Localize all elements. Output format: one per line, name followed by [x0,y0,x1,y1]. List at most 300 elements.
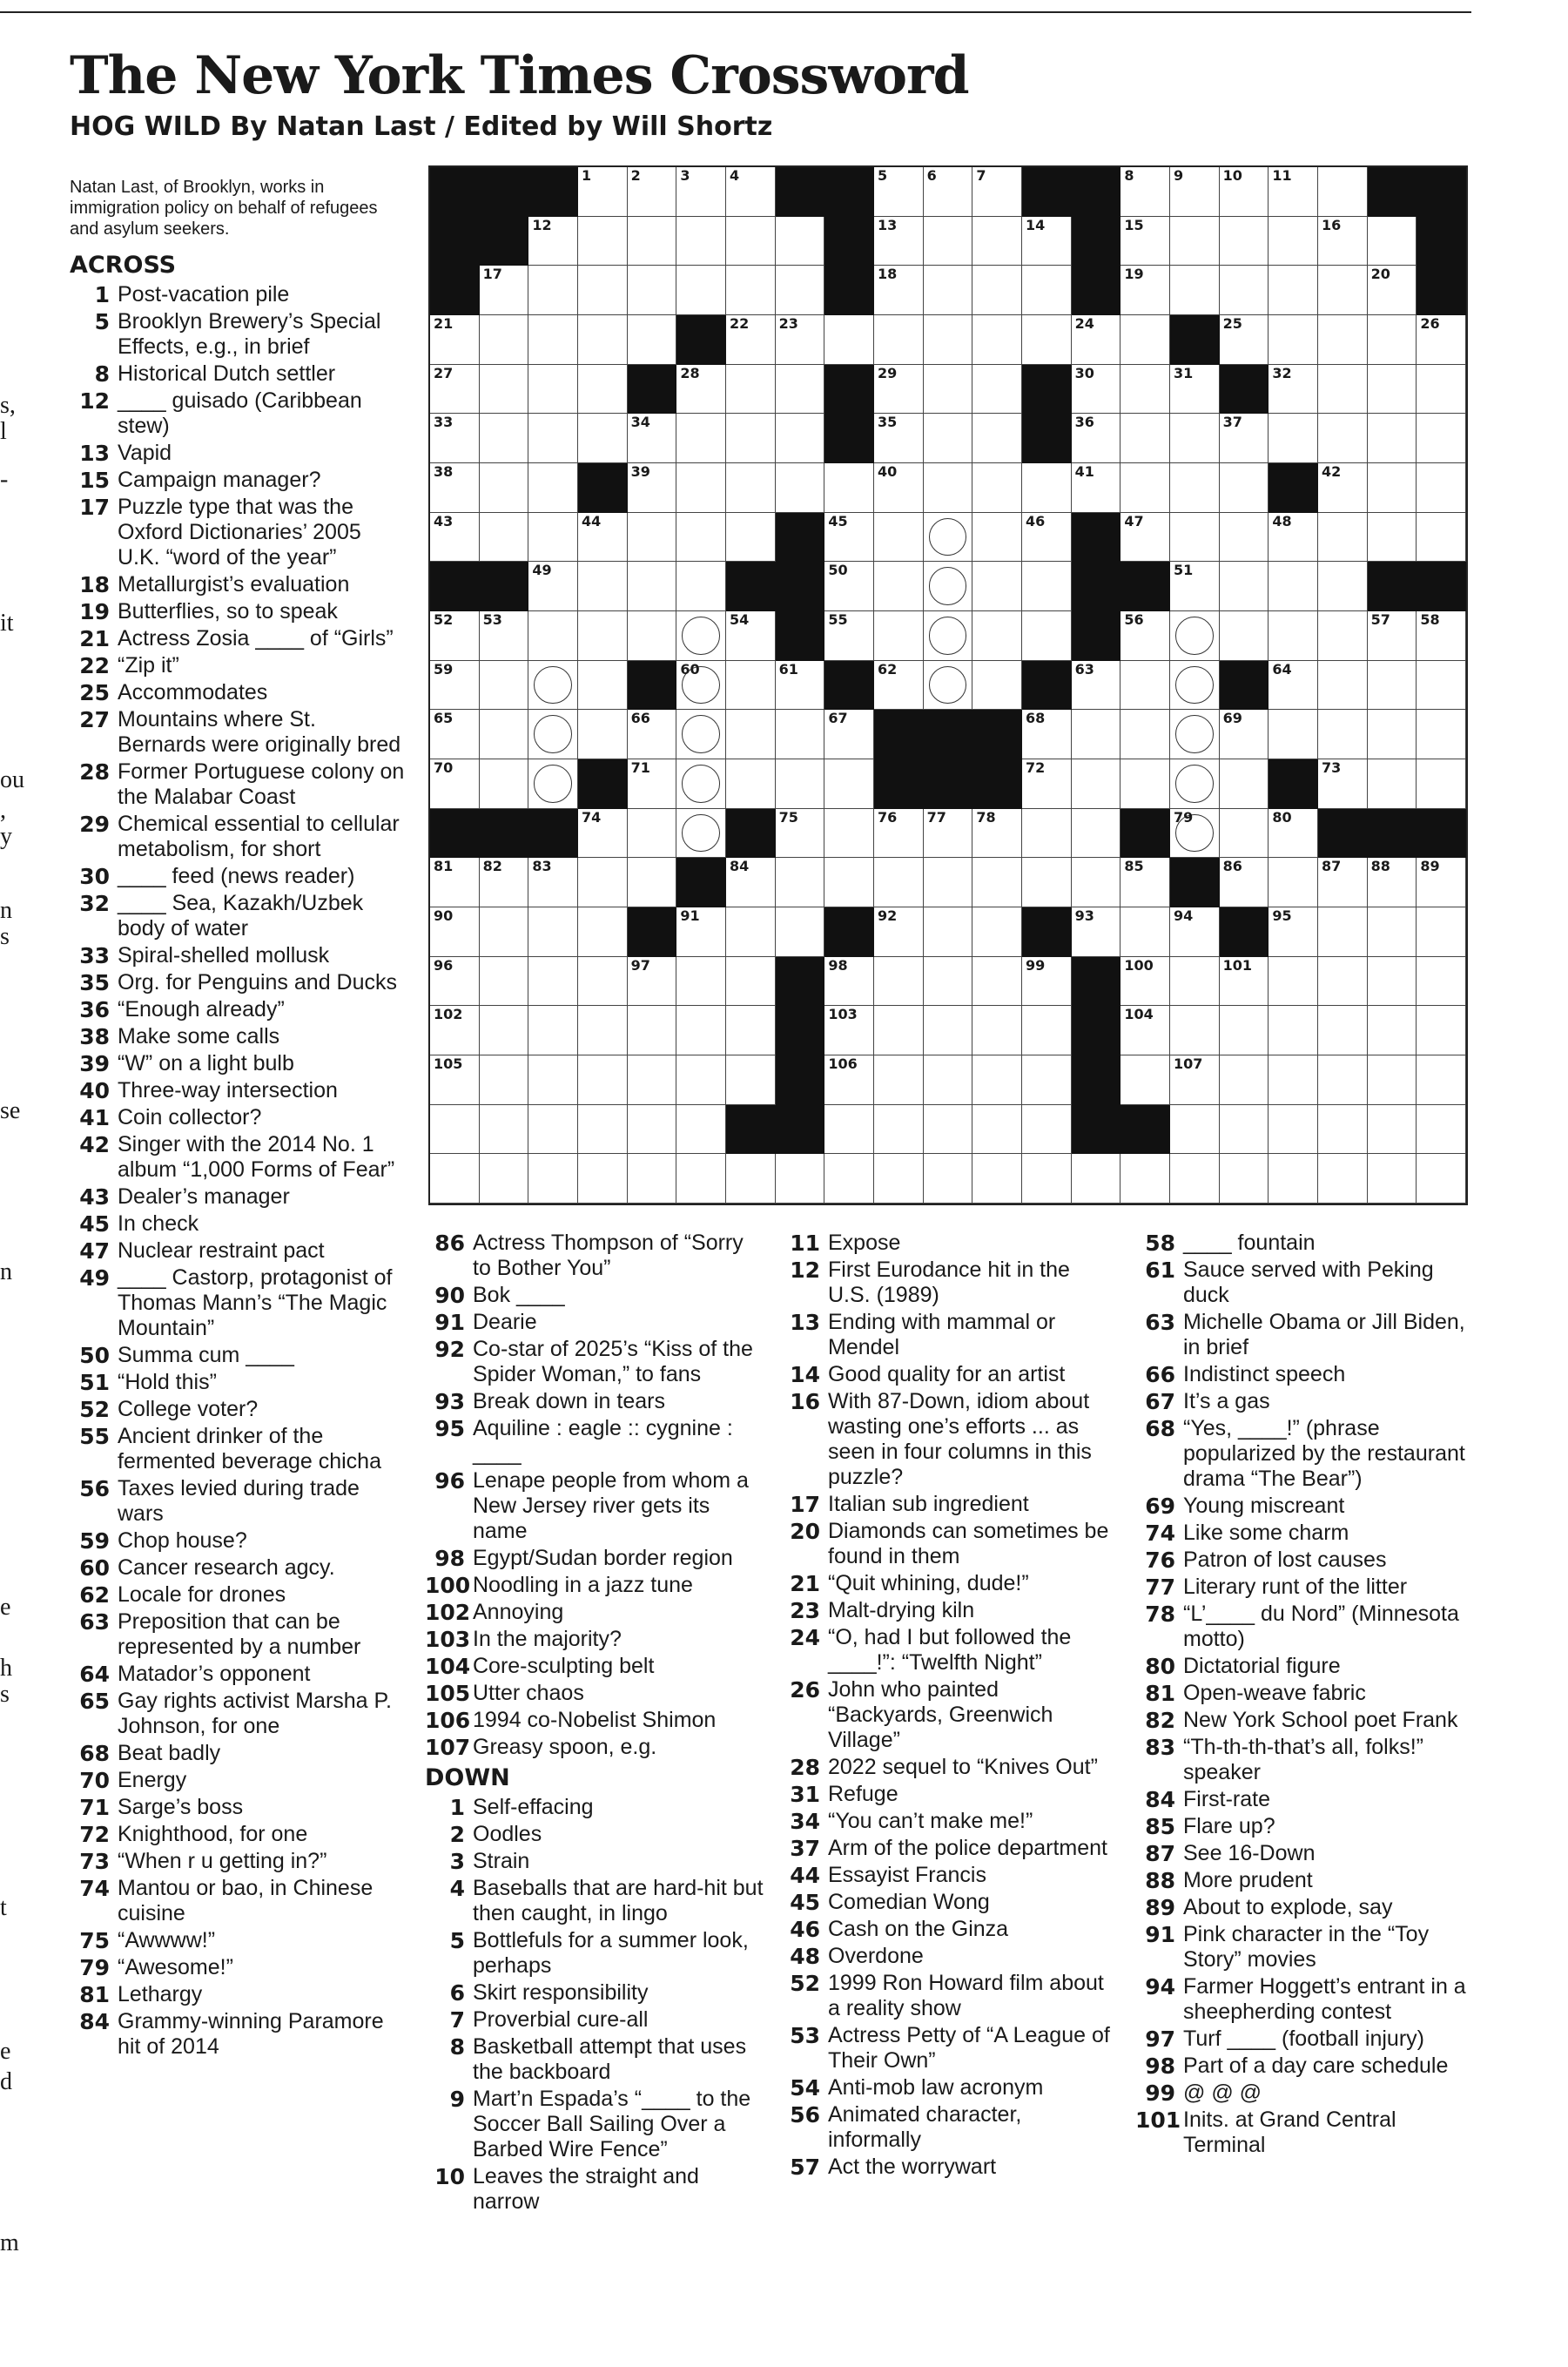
grid-cell[interactable] [972,1154,1022,1204]
grid-cell[interactable] [528,1105,578,1155]
grid-cell[interactable] [726,710,776,759]
grid-cell[interactable] [776,266,825,315]
grid-cell[interactable] [924,266,973,315]
grid-cell[interactable] [1072,661,1121,711]
grid-cell[interactable] [1022,1105,1072,1155]
grid-cell[interactable] [1220,217,1269,266]
grid-cell[interactable] [726,1055,776,1105]
grid-cell[interactable] [1220,266,1269,315]
grid-cell[interactable] [824,710,874,759]
grid-cell[interactable] [480,661,529,711]
grid-cell[interactable] [676,957,726,1007]
grid-cell[interactable] [480,1006,529,1055]
grid-cell[interactable] [578,611,628,661]
grid-cell[interactable] [1120,759,1170,809]
grid-cell[interactable] [874,266,924,315]
grid-cell[interactable] [528,315,578,365]
grid-cell[interactable] [1170,1105,1220,1155]
grid-cell[interactable] [924,661,973,711]
grid-cell[interactable] [628,167,677,217]
grid-cell[interactable] [1269,167,1318,217]
grid-cell[interactable] [1417,513,1466,563]
grid-cell[interactable] [1072,463,1121,513]
grid-cell[interactable] [1120,1055,1170,1105]
grid-cell[interactable] [924,611,973,661]
grid-cell[interactable] [578,562,628,611]
grid-cell[interactable] [578,315,628,365]
grid-cell[interactable] [972,809,1022,859]
grid-cell[interactable] [1022,611,1072,661]
grid-cell[interactable] [528,1006,578,1055]
grid-cell[interactable] [1170,414,1220,463]
grid-cell[interactable] [578,1154,628,1204]
grid-cell[interactable] [1368,1055,1417,1105]
grid-cell[interactable] [726,315,776,365]
grid-cell[interactable] [1269,661,1318,711]
grid-cell[interactable] [824,1055,874,1105]
grid-cell[interactable] [972,365,1022,415]
grid-cell[interactable] [628,463,677,513]
grid-cell[interactable] [480,907,529,957]
grid-cell[interactable] [1318,1006,1368,1055]
grid-cell[interactable] [1022,1006,1072,1055]
grid-cell[interactable] [924,463,973,513]
grid-cell[interactable] [874,809,924,859]
grid-cell[interactable] [726,957,776,1007]
grid-cell[interactable] [776,365,825,415]
grid-cell[interactable] [1170,217,1220,266]
grid-cell[interactable] [1269,1105,1318,1155]
grid-cell[interactable] [578,167,628,217]
grid-cell[interactable] [676,907,726,957]
grid-cell[interactable] [924,809,973,859]
grid-cell[interactable] [480,365,529,415]
grid-cell[interactable] [726,365,776,415]
grid-cell[interactable] [1269,315,1318,365]
grid-cell[interactable] [824,463,874,513]
grid-cell[interactable] [1417,463,1466,513]
grid-cell[interactable] [874,1006,924,1055]
grid-cell[interactable] [1072,315,1121,365]
grid-cell[interactable] [676,562,726,611]
grid-cell[interactable] [430,1105,480,1155]
grid-cell[interactable] [1072,907,1121,957]
grid-cell[interactable] [1022,759,1072,809]
grid-cell[interactable] [1120,1154,1170,1204]
grid-cell[interactable] [1170,759,1220,809]
grid-cell[interactable] [1120,414,1170,463]
grid-cell[interactable] [430,611,480,661]
grid-cell[interactable] [430,907,480,957]
grid-cell[interactable] [1120,1006,1170,1055]
grid-cell[interactable] [1220,710,1269,759]
grid-cell[interactable] [1269,957,1318,1007]
grid-cell[interactable] [776,710,825,759]
grid-cell[interactable] [1368,858,1417,907]
grid-cell[interactable] [1220,167,1269,217]
grid-cell[interactable] [1318,266,1368,315]
grid-cell[interactable] [1368,414,1417,463]
grid-cell[interactable] [1269,365,1318,415]
grid-cell[interactable] [480,759,529,809]
grid-cell[interactable] [776,858,825,907]
grid-cell[interactable] [972,858,1022,907]
grid-cell[interactable] [924,414,973,463]
grid-cell[interactable] [1022,217,1072,266]
grid-cell[interactable] [924,1154,973,1204]
grid-cell[interactable] [1220,1006,1269,1055]
grid-cell[interactable] [874,907,924,957]
grid-cell[interactable] [1170,611,1220,661]
grid-cell[interactable] [1120,858,1170,907]
grid-cell[interactable] [578,414,628,463]
grid-cell[interactable] [430,365,480,415]
grid-cell[interactable] [924,1055,973,1105]
grid-cell[interactable] [1368,611,1417,661]
grid-cell[interactable] [1269,562,1318,611]
grid-cell[interactable] [1072,809,1121,859]
grid-cell[interactable] [676,809,726,859]
grid-cell[interactable] [824,1006,874,1055]
grid-cell[interactable] [1417,1154,1466,1204]
grid-cell[interactable] [972,217,1022,266]
grid-cell[interactable] [480,858,529,907]
grid-cell[interactable] [726,463,776,513]
grid-cell[interactable] [1318,611,1368,661]
grid-cell[interactable] [874,463,924,513]
grid-cell[interactable] [628,266,677,315]
grid-cell[interactable] [1318,661,1368,711]
grid-cell[interactable] [430,759,480,809]
grid-cell[interactable] [1269,414,1318,463]
grid-cell[interactable] [480,513,529,563]
grid-cell[interactable] [528,957,578,1007]
grid-cell[interactable] [874,1105,924,1155]
grid-cell[interactable] [1072,1154,1121,1204]
grid-cell[interactable] [430,661,480,711]
grid-cell[interactable] [924,907,973,957]
grid-cell[interactable] [578,1006,628,1055]
grid-cell[interactable] [1269,858,1318,907]
grid-cell[interactable] [824,1105,874,1155]
grid-cell[interactable] [776,809,825,859]
grid-cell[interactable] [726,858,776,907]
grid-cell[interactable] [824,759,874,809]
grid-cell[interactable] [1022,1154,1072,1204]
grid-cell[interactable] [1120,710,1170,759]
grid-cell[interactable] [1170,513,1220,563]
grid-cell[interactable] [1170,365,1220,415]
grid-cell[interactable] [1368,513,1417,563]
grid-cell[interactable] [676,414,726,463]
grid-cell[interactable] [972,167,1022,217]
grid-cell[interactable] [1220,463,1269,513]
grid-cell[interactable] [726,167,776,217]
grid-cell[interactable] [1368,1105,1417,1155]
grid-cell[interactable] [1368,1006,1417,1055]
grid-cell[interactable] [924,513,973,563]
grid-cell[interactable] [628,562,677,611]
grid-cell[interactable] [1220,611,1269,661]
grid-cell[interactable] [628,1006,677,1055]
grid-cell[interactable] [972,513,1022,563]
grid-cell[interactable] [874,562,924,611]
grid-cell[interactable] [1318,858,1368,907]
grid-cell[interactable] [1220,957,1269,1007]
grid-cell[interactable] [874,1154,924,1204]
grid-cell[interactable] [1368,661,1417,711]
grid-cell[interactable] [874,611,924,661]
grid-cell[interactable] [1368,710,1417,759]
grid-cell[interactable] [578,710,628,759]
grid-cell[interactable] [824,858,874,907]
grid-cell[interactable] [528,907,578,957]
grid-cell[interactable] [480,1154,529,1204]
grid-cell[interactable] [1417,957,1466,1007]
grid-cell[interactable] [824,513,874,563]
grid-cell[interactable] [578,513,628,563]
grid-cell[interactable] [676,611,726,661]
grid-cell[interactable] [726,414,776,463]
grid-cell[interactable] [1220,1055,1269,1105]
grid-cell[interactable] [972,611,1022,661]
grid-cell[interactable] [824,315,874,365]
grid-cell[interactable] [528,513,578,563]
grid-cell[interactable] [1318,759,1368,809]
grid-cell[interactable] [676,513,726,563]
grid-cell[interactable] [628,1105,677,1155]
grid-cell[interactable] [628,759,677,809]
grid-cell[interactable] [1318,513,1368,563]
grid-cell[interactable] [480,957,529,1007]
grid-cell[interactable] [1170,1055,1220,1105]
grid-cell[interactable] [578,1105,628,1155]
grid-cell[interactable] [726,759,776,809]
grid-cell[interactable] [430,463,480,513]
grid-cell[interactable] [1318,1055,1368,1105]
grid-cell[interactable] [972,1006,1022,1055]
grid-cell[interactable] [676,365,726,415]
grid-cell[interactable] [1072,759,1121,809]
grid-cell[interactable] [1170,562,1220,611]
grid-cell[interactable] [430,414,480,463]
grid-cell[interactable] [972,1105,1022,1155]
grid-cell[interactable] [528,1154,578,1204]
grid-cell[interactable] [628,513,677,563]
grid-cell[interactable] [628,858,677,907]
grid-cell[interactable] [1417,661,1466,711]
grid-cell[interactable] [430,858,480,907]
grid-cell[interactable] [430,710,480,759]
grid-cell[interactable] [972,266,1022,315]
grid-cell[interactable] [972,414,1022,463]
grid-cell[interactable] [480,710,529,759]
grid-cell[interactable] [1269,1154,1318,1204]
grid-cell[interactable] [924,562,973,611]
grid-cell[interactable] [528,661,578,711]
grid-cell[interactable] [1220,1105,1269,1155]
grid-cell[interactable] [1170,809,1220,859]
grid-cell[interactable] [776,1154,825,1204]
grid-cell[interactable] [776,661,825,711]
grid-cell[interactable] [1269,1055,1318,1105]
grid-cell[interactable] [480,315,529,365]
grid-cell[interactable] [1417,759,1466,809]
grid-cell[interactable] [1318,710,1368,759]
grid-cell[interactable] [578,858,628,907]
grid-cell[interactable] [1120,661,1170,711]
grid-cell[interactable] [1368,957,1417,1007]
grid-cell[interactable] [1072,365,1121,415]
grid-cell[interactable] [1120,907,1170,957]
grid-cell[interactable] [1170,1006,1220,1055]
grid-cell[interactable] [480,611,529,661]
grid-cell[interactable] [628,957,677,1007]
grid-cell[interactable] [1368,463,1417,513]
grid-cell[interactable] [1368,315,1417,365]
grid-cell[interactable] [430,957,480,1007]
grid-cell[interactable] [1022,513,1072,563]
grid-cell[interactable] [676,463,726,513]
grid-cell[interactable] [676,759,726,809]
grid-cell[interactable] [628,809,677,859]
grid-cell[interactable] [924,365,973,415]
grid-cell[interactable] [1022,858,1072,907]
grid-cell[interactable] [628,217,677,266]
grid-cell[interactable] [1120,513,1170,563]
grid-cell[interactable] [1417,365,1466,415]
grid-cell[interactable] [1269,217,1318,266]
grid-cell[interactable] [1368,759,1417,809]
grid-cell[interactable] [1269,710,1318,759]
grid-cell[interactable] [1417,858,1466,907]
grid-cell[interactable] [676,1006,726,1055]
grid-cell[interactable] [1368,1154,1417,1204]
grid-cell[interactable] [874,167,924,217]
grid-cell[interactable] [628,315,677,365]
grid-cell[interactable] [874,1055,924,1105]
grid-cell[interactable] [1220,1154,1269,1204]
grid-cell[interactable] [1022,710,1072,759]
grid-cell[interactable] [480,414,529,463]
grid-cell[interactable] [972,957,1022,1007]
grid-cell[interactable] [1022,809,1072,859]
grid-cell[interactable] [528,710,578,759]
grid-cell[interactable] [430,513,480,563]
grid-cell[interactable] [1120,463,1170,513]
grid-cell[interactable] [1417,1055,1466,1105]
grid-cell[interactable] [1318,1105,1368,1155]
grid-cell[interactable] [1120,315,1170,365]
grid-cell[interactable] [528,562,578,611]
grid-cell[interactable] [578,266,628,315]
grid-cell[interactable] [1318,315,1368,365]
grid-cell[interactable] [726,513,776,563]
grid-cell[interactable] [578,809,628,859]
grid-cell[interactable] [1170,463,1220,513]
grid-cell[interactable] [924,217,973,266]
grid-cell[interactable] [1170,661,1220,711]
grid-cell[interactable] [1417,611,1466,661]
grid-cell[interactable] [528,858,578,907]
grid-cell[interactable] [578,365,628,415]
grid-cell[interactable] [676,710,726,759]
grid-cell[interactable] [676,217,726,266]
grid-cell[interactable] [1220,315,1269,365]
grid-cell[interactable] [874,957,924,1007]
grid-cell[interactable] [1269,907,1318,957]
grid-cell[interactable] [1170,710,1220,759]
grid-cell[interactable] [1368,217,1417,266]
grid-cell[interactable] [1120,611,1170,661]
grid-cell[interactable] [824,1154,874,1204]
grid-cell[interactable] [776,217,825,266]
grid-cell[interactable] [824,611,874,661]
grid-cell[interactable] [972,661,1022,711]
grid-cell[interactable] [776,759,825,809]
grid-cell[interactable] [1318,907,1368,957]
grid-cell[interactable] [1417,1006,1466,1055]
grid-cell[interactable] [924,1006,973,1055]
grid-cell[interactable] [726,661,776,711]
grid-cell[interactable] [874,217,924,266]
grid-cell[interactable] [1269,1006,1318,1055]
grid-cell[interactable] [924,1105,973,1155]
grid-cell[interactable] [1022,957,1072,1007]
grid-cell[interactable] [1120,365,1170,415]
grid-cell[interactable] [1220,513,1269,563]
grid-cell[interactable] [874,661,924,711]
grid-cell[interactable] [1318,562,1368,611]
grid-cell[interactable] [1170,907,1220,957]
grid-cell[interactable] [824,809,874,859]
grid-cell[interactable] [776,907,825,957]
grid-cell[interactable] [874,513,924,563]
grid-cell[interactable] [1318,463,1368,513]
grid-cell[interactable] [776,463,825,513]
grid-cell[interactable] [430,1154,480,1204]
grid-cell[interactable] [776,414,825,463]
grid-cell[interactable] [430,315,480,365]
grid-cell[interactable] [628,414,677,463]
crossword-grid[interactable] [428,165,1468,1205]
grid-cell[interactable] [924,858,973,907]
grid-cell[interactable] [1368,365,1417,415]
grid-cell[interactable] [528,217,578,266]
grid-cell[interactable] [1417,1105,1466,1155]
grid-cell[interactable] [1417,315,1466,365]
grid-cell[interactable] [726,266,776,315]
grid-cell[interactable] [676,1105,726,1155]
grid-cell[interactable] [578,907,628,957]
grid-cell[interactable] [1368,266,1417,315]
grid-cell[interactable] [480,1055,529,1105]
grid-cell[interactable] [1022,266,1072,315]
grid-cell[interactable] [528,759,578,809]
grid-cell[interactable] [1318,414,1368,463]
grid-cell[interactable] [972,1055,1022,1105]
grid-cell[interactable] [578,1055,628,1105]
grid-cell[interactable] [1220,562,1269,611]
grid-cell[interactable] [1220,414,1269,463]
grid-cell[interactable] [1318,1154,1368,1204]
grid-cell[interactable] [924,167,973,217]
grid-cell[interactable] [628,710,677,759]
grid-cell[interactable] [726,907,776,957]
grid-cell[interactable] [1022,463,1072,513]
grid-cell[interactable] [480,266,529,315]
grid-cell[interactable] [1170,266,1220,315]
